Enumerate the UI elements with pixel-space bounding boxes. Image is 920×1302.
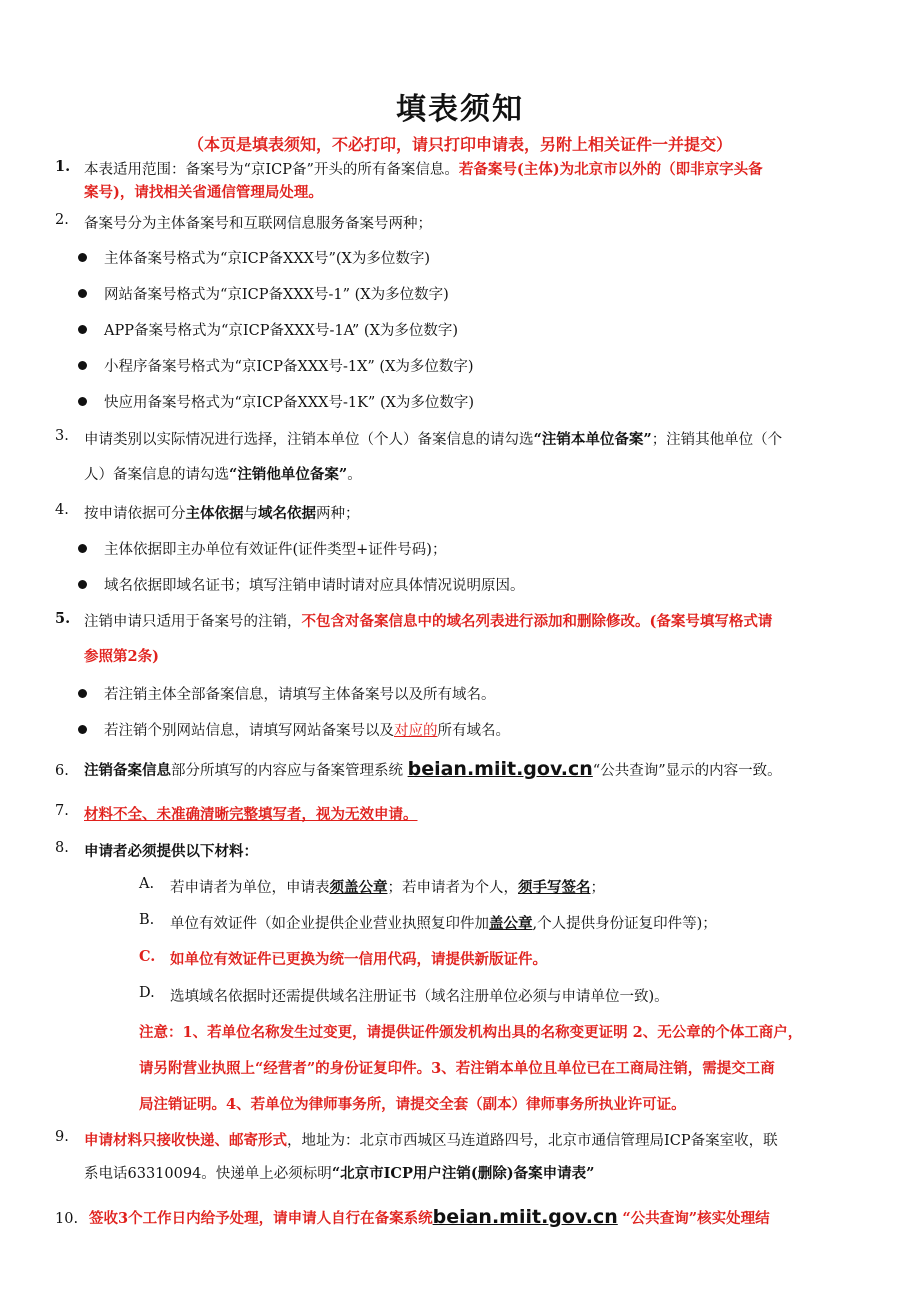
item-5-line-1 [84,610,772,631]
item-3-option-other: “注销他单位备案” [229,466,348,483]
item-2-bullet-2: 网站备案号格式为“京ICP备XXX号-1” (X为多位数字) [104,287,449,303]
item-3-number: 3. [55,428,69,444]
item-10-number: 10. [55,1211,79,1227]
item-9-form-name: “北京市ICP用户注销(删除)备案申请表” [331,1165,595,1182]
item-3-option-self: “注销本单位备案” [533,431,652,448]
item-10-red-a: 签收3个工作日内给予处理，请申请人自行在备案系统 [89,1210,433,1227]
item-8-a-text-e: ； [590,880,605,896]
item-5-red-b: 不包含对备案信息中的域名列表进行添加和删除修改。(备案号填写格式请 [301,613,773,630]
item-8-note-3: 局注销证明。4、若单位为律师事务所，请提交全套（副本）律师事务所执业许可证。 [139,1096,686,1113]
item-8-a-label: A. [139,876,155,892]
item-8-c-text: 如单位有效证件已更换为统一信用代码，请提供新版证件。 [170,951,547,968]
item-1-line-1 [84,158,763,179]
item-5-bullet-2 [104,719,510,740]
item-9-text-b: ，地址为：北京市西城区马连道路四号，北京市通信管理局ICP备案室收，联 [287,1133,778,1149]
bullet-icon [78,397,87,406]
item-4-subject-basis: 主体依据 [185,505,244,522]
item-8-number: 8. [55,840,69,856]
item-8-b-seal: 盖公章 [489,915,533,932]
item-8-d-text: 选填域名依据时还需提供域名注册证书（域名注册单位必须与申请单位一致)。 [170,989,669,1005]
item-8-a-seal: 须盖公章 [329,879,388,896]
item-1-number: 1. [55,158,71,175]
item-9-line-1 [84,1129,778,1150]
item-7-number: 7. [55,803,69,819]
item-6-text-b: 部分所填写的内容应与备案管理系统 [171,763,403,779]
item-2-bullet-5: 快应用备案号格式为“京ICP备XXX号-1K” (X为多位数字) [104,395,475,411]
item-9-red-a: 申请材料只接收快递、邮寄形式 [84,1132,287,1149]
item-4-number: 4. [55,502,69,518]
item-4-line [84,502,360,523]
item-6-number: 6. [55,763,69,779]
bullet-icon [78,580,87,589]
item-1-red-2: 案号)，请找相关省通信管理局处理。 [84,184,323,201]
item-8-b-text-a: 单位有效证件（如企业提供企业营业执照复印件加 [170,916,489,932]
item-6-text-c: “公共查询”显示的内容一致。 [592,763,782,779]
item-3-line-1 [84,428,782,449]
item-5-text-a: 注销申请只适用于备案号的注销， [84,614,302,630]
item-4-bullet-2: 域名依据即域名证书；填写注销申请时请对应具体情况说明原因。 [104,578,525,594]
item-5-bullet-2-b: 对应的 [394,723,438,739]
bullet-icon [78,361,87,370]
item-2-bullet-3: APP备案号格式为“京ICP备XXX号-1A” (X为多位数字) [104,323,459,339]
item-4-bullet-1: 主体依据即主办单位有效证件(证件类型+证件号码)； [104,542,447,558]
item-6-line [84,758,782,780]
item-8-a-signature: 须手写签名 [518,879,591,896]
item-9-number: 9. [55,1129,69,1145]
beian-site-link[interactable]: beian.miit.gov.cn [432,1206,618,1228]
bullet-icon [78,253,87,262]
item-4-text-e: 两种； [316,506,360,522]
item-6-text-a: 注销备案信息 [84,762,171,779]
item-3-text-d: 人）备案信息的请勾选 [84,467,229,483]
item-2-text: 备案号分为主体备案号和互联网信息服务备案号两种； [84,216,432,232]
item-8-b-text-c: ,个人提供身份证复印件等)； [532,916,717,932]
item-8-note-2: 请另附营业执照上“经营者”的身份证复印件。3、若注销本单位且单位已在工商局注销，需提交工商 [139,1060,775,1077]
page-subtitle: （本页是填表须知，不必打印，请只打印申请表，另附上相关证件一并提交） [187,135,732,154]
item-9-text-c: 系电话63310094。快递单上必须标明 [84,1166,332,1182]
item-10-line [89,1206,770,1228]
item-5-number: 5. [55,610,71,627]
item-8-b-label: B. [139,912,155,928]
item-3-text-c: ；注销其他单位（个 [651,432,783,448]
item-1-text: 本表适用范围：备案号为“京ICP备”开头的所有备案信息。 [84,162,459,178]
item-8-text: 申请者必须提供以下材料： [84,843,258,860]
item-5-bullet-1: 若注销主体全部备案信息，请填写主体备案号以及所有域名。 [104,687,496,703]
bullet-icon [78,689,87,698]
item-8-a-text-a: 若申请者为单位，申请表 [170,880,330,896]
item-8-d-label: D. [139,985,155,1001]
item-2-bullet-4: 小程序备案号格式为“京ICP备XXX号-1X” (X为多位数字) [104,359,474,375]
item-10-red-b: “公共查询”核实处理结 [622,1210,770,1227]
item-1-red-1: 若备案号(主体)为北京市以外的（即非京字头备 [458,161,763,178]
item-4-text-a: 按申请依据可分 [84,506,186,522]
item-3-text-f: 。 [347,467,362,483]
item-4-domain-basis: 域名依据 [258,505,316,522]
item-8-note-1: 注意：1、若单位名称发生过变更，请提供证件颁发机构出具的名称变更证明 2、无公章的个体工商户， [139,1024,803,1041]
bullet-icon [78,544,87,553]
bullet-icon [78,289,87,298]
page-title: 填表须知 [396,92,524,127]
item-7-text: 材料不全、未准确清晰完整填写者，视为无效申请。 [84,806,418,823]
item-8-b-line [170,912,717,933]
bullet-icon [78,725,87,734]
bullet-icon [78,325,87,334]
item-2-bullet-1: 主体备案号格式为“京ICP备XXX号”(X为多位数字) [104,251,431,267]
item-9-line-2 [84,1162,594,1183]
beian-site-link[interactable]: beian.miit.gov.cn [407,758,593,780]
item-3-text-a: 申请类别以实际情况进行选择，注销本单位（个人）备案信息的请勾选 [84,432,534,448]
item-4-text-c: 与 [243,506,258,522]
item-5-red-c: 参照第2条) [84,648,159,665]
item-5-bullet-2-c: 所有域名。 [437,723,510,739]
item-5-bullet-2-a: 若注销个别网站信息，请填写网站备案号以及 [104,723,394,739]
item-8-a-line [170,876,605,897]
item-8-a-text-c: ；若申请者为个人， [387,880,518,896]
item-2-number: 2. [55,212,69,228]
item-8-c-label: C. [139,948,156,965]
item-3-line-2 [84,463,362,484]
